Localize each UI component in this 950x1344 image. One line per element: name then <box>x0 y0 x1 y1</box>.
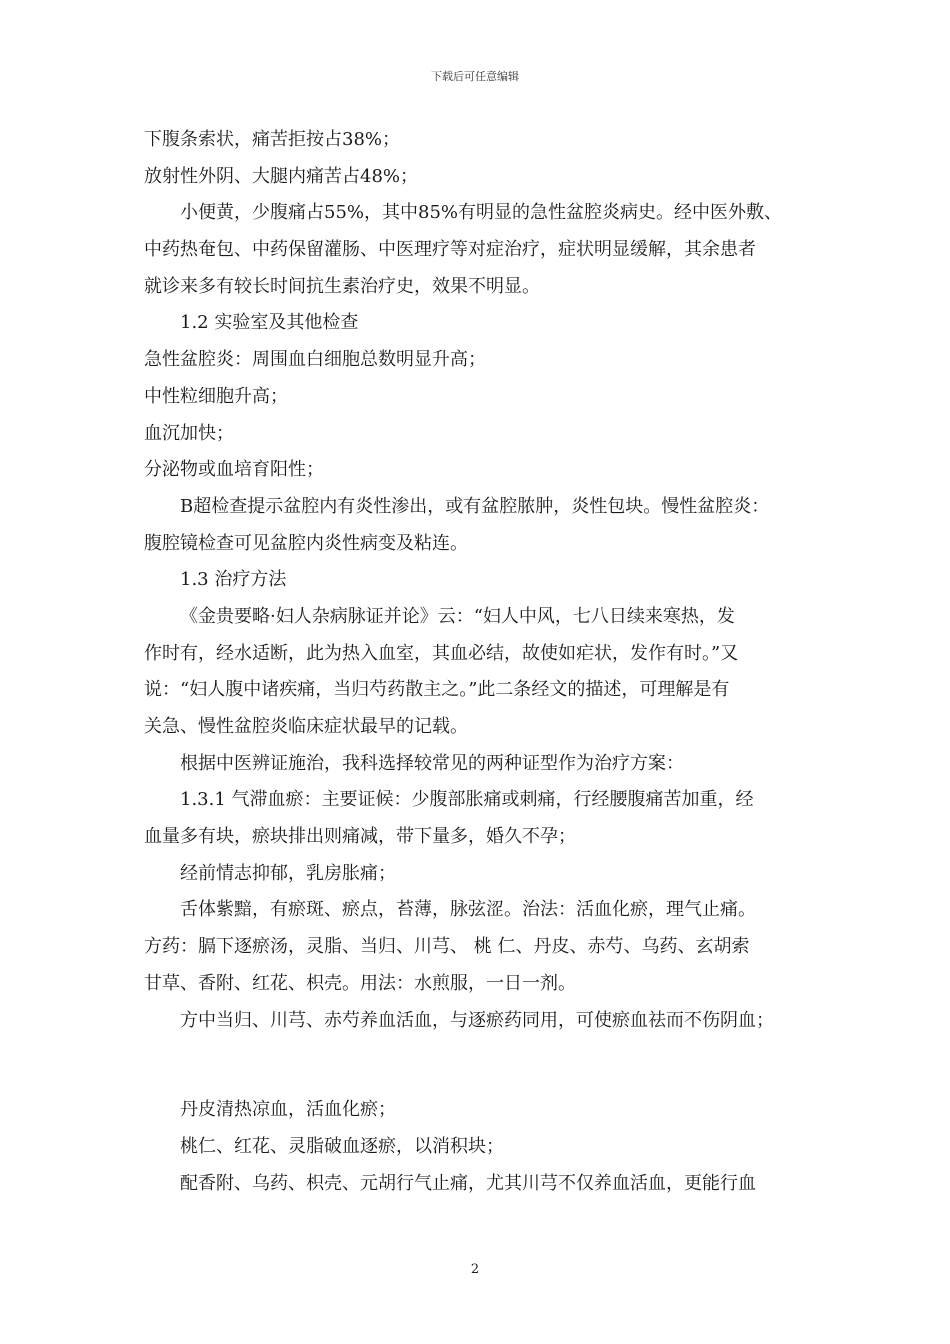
paragraph-gap <box>144 1039 824 1092</box>
paragraph-line: 中药热奄包、中药保留灌肠、中医理疗等对症治疗，症状明显缓解，其余患者 <box>144 239 756 261</box>
paragraph-line: 《金贵要略·妇人杂病脉证并论》云：“妇人中风，七八日续来寒热，发 <box>180 605 735 627</box>
paragraph-line: 经前情志抑郁，乳房胀痛； <box>180 862 396 884</box>
paragraph-line: 关急、慢性盆腔炎临床症状最早的记载。 <box>144 716 468 737</box>
paragraph-line: 中性粒细胞升高； <box>144 385 288 407</box>
section-heading: 1.3.1 气滞血瘀：主要证候：少腹部胀痛或刺痛，行经腰腹痛苦加重，经 <box>180 789 754 811</box>
paragraph-line: 根据中医辨证施治，我科选择较常见的两种证型作为治疗方案： <box>180 752 684 774</box>
document-body <box>144 122 824 1202</box>
paragraph-line: 配香附、乌药、枳壳、元胡行气止痛，尤其川芎不仅养血活血，更能行血 <box>180 1172 756 1194</box>
page-header: 下载后可任意编辑 <box>431 70 519 83</box>
paragraph-line: 小便黄，少腹痛占55%，其中85%有明显的急性盆腔炎病史。经中医外敷、 <box>180 202 783 224</box>
paragraph-line: 血量多有块，瘀块排出则痛减，带下量多，婚久不孕； <box>144 826 576 848</box>
paragraph-line: 桃仁、红花、灵脂破血逐瘀，以消积块； <box>180 1135 504 1157</box>
paragraph-line: 就诊来多有较长时间抗生素治疗史，效果不明显。 <box>144 275 540 297</box>
paragraph-line: B超检查提示盆腔内有炎性渗出，或有盆腔脓肿，炎性包块。慢性盆腔炎： <box>180 495 770 517</box>
section-heading: 1.2 实验室及其他检查 <box>180 312 359 334</box>
paragraph-line: 方药：膈下逐瘀汤，灵脂、当归、川芎、 桃 仁、丹皮、赤芍、乌药、玄胡索 <box>144 936 750 958</box>
paragraph-line: 放射性外阴、大腿内痛苦占48%； <box>144 165 419 187</box>
paragraph-line: 舌体紫黯，有瘀斑、瘀点，苔薄，脉弦涩。治法：活血化瘀，理气止痛。 <box>180 899 756 921</box>
paragraph-line: 说：“妇人腹中诸疾痛，当归芍药散主之。”此二条经文的描述，可理解是有 <box>144 679 730 701</box>
page-number: 2 <box>470 1262 480 1277</box>
paragraph-line: 作时有，经水适断，此为热入血室，其血必结，故使如疟状，发作有时。”又 <box>144 642 739 664</box>
paragraph-line: 血沉加快； <box>144 422 234 444</box>
paragraph-line: 方中当归、川芎、赤芍养血活血，与逐瘀药同用，可使瘀血祛而不伤阴血； <box>180 1009 774 1031</box>
paragraph-line: 下腹条索状，痛苦拒按占38%； <box>144 129 401 150</box>
paragraph-line: 急性盆腔炎：周围血白细胞总数明显升高； <box>144 349 486 371</box>
paragraph-line: 甘草、香附、红花、枳壳。用法：水煎服，一日一剂。 <box>144 972 576 994</box>
paragraph-line: 腹腔镜检查可见盆腔内炎性病变及粘连。 <box>144 532 468 554</box>
paragraph-line: 分泌物或血培育阳性； <box>144 459 324 481</box>
section-heading: 1.3 治疗方法 <box>180 569 287 591</box>
paragraph-line: 丹皮清热凉血，活血化瘀； <box>180 1099 396 1121</box>
